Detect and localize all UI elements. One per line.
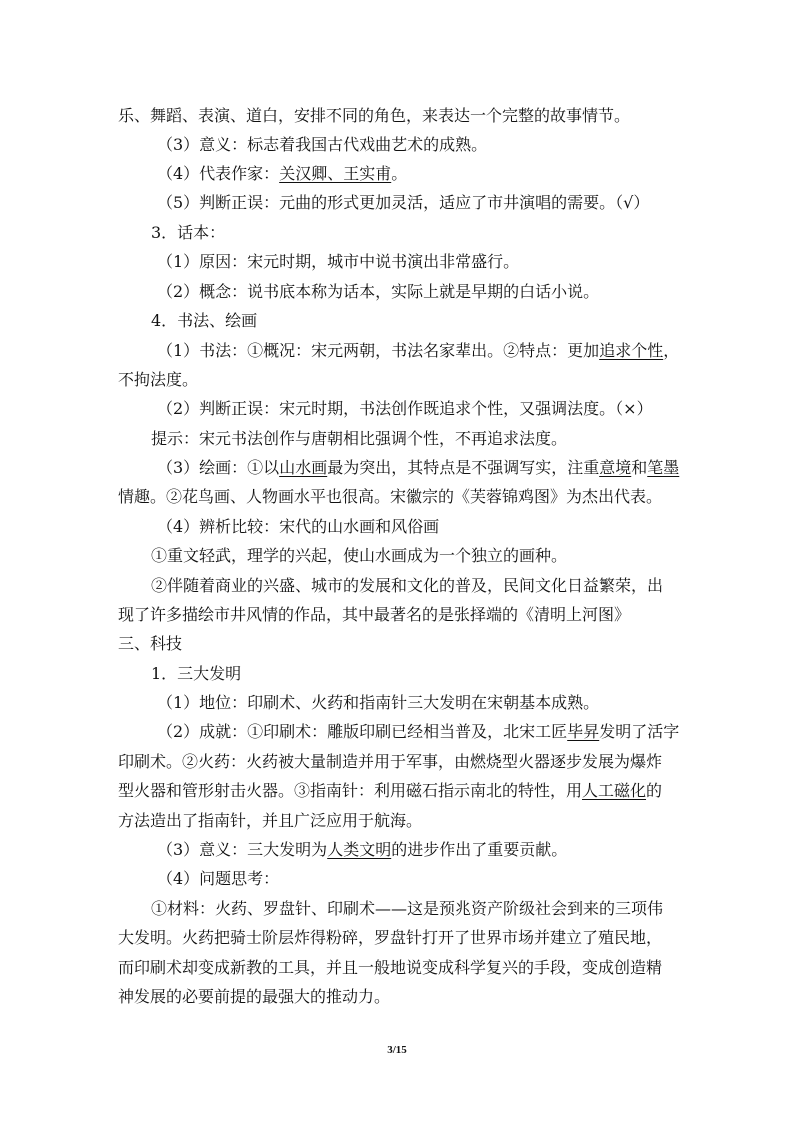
- text-line: [118, 752, 662, 772]
- underlined-answer: 毕昇: [567, 722, 600, 741]
- text-span: （3）意义：标志着我国古代戏曲艺术的成熟。: [157, 135, 488, 154]
- text-line: [118, 987, 390, 1007]
- underlined-answer: 人工磁化: [582, 781, 647, 800]
- text-span: 1．三大发明: [151, 664, 242, 683]
- text-span: 和: [631, 458, 648, 477]
- text-line: [157, 193, 649, 213]
- text-span: （3）绘画：①以: [157, 458, 280, 477]
- underlined-answer: 人类文明: [327, 840, 392, 859]
- text-line: [157, 282, 599, 302]
- text-line: [118, 958, 662, 978]
- text-line: [151, 576, 663, 596]
- text-line: [151, 899, 663, 919]
- text-line: [118, 928, 662, 948]
- section-heading: [118, 634, 182, 654]
- text-span: （1）书法：①概况：宋元两朝，书法名家辈出。②特点：更加: [157, 341, 600, 360]
- text-line: [151, 546, 567, 566]
- text-line: [157, 840, 567, 860]
- text-span: 三、科技: [118, 634, 183, 653]
- section-heading: [151, 311, 257, 331]
- text-span: 现了许多描绘市井风情的作品，其中最著名的是张择端的《清明上河图》: [118, 605, 631, 624]
- text-span: 情趣。②花鸟画、人物画水平也很高。宋徽宗的《芙蓉锦鸡图》为杰出代表。: [118, 487, 663, 506]
- text-span: （5）判断正误：元曲的形式更加灵活，适应了市井演唱的需要。（√）: [157, 193, 650, 212]
- text-span: ，: [663, 341, 680, 360]
- text-line: [157, 458, 679, 478]
- text-span: 不拘法度。: [118, 370, 199, 389]
- text-line: [157, 399, 653, 419]
- text-span: 4．书法、绘画: [151, 311, 258, 330]
- text-line: [118, 487, 662, 507]
- text-line: [118, 106, 630, 126]
- text-span: ②伴随着商业的兴盛、城市的发展和文化的普及，民间文化日益繁荣，出: [151, 576, 664, 595]
- section-heading: [151, 664, 241, 684]
- text-span: 乐、舞蹈、表演、道白，安排不同的角色，来表达一个完整的故事情节。: [118, 106, 631, 125]
- text-span: （2）判断正误：宋元时期，书法创作既追求个性，又强调法度。（×）: [157, 399, 653, 418]
- text-span: 。: [391, 164, 408, 183]
- text-span: 3．话本：: [151, 223, 226, 242]
- underlined-answer: 追求个性: [599, 341, 664, 360]
- text-span: 印刷术。②火药：火药被大量制造并用于军事，由燃烧型火器逐步发展为爆炸: [118, 752, 663, 771]
- text-line: [157, 252, 519, 272]
- page-number: 3/15: [387, 1044, 407, 1056]
- text-span: 发明了活字: [599, 722, 680, 741]
- underlined-answer: 笔墨: [647, 458, 680, 477]
- text-line: [157, 517, 439, 537]
- text-span: 方法造出了指南针，并且广泛应用于航海。: [118, 811, 423, 830]
- text-span: （2）成就：①印刷术：雕版印刷已经相当普及，北宋工匠: [157, 722, 568, 741]
- text-span: 最为突出，其特点是不强调写实，注重: [327, 458, 600, 477]
- underlined-answer: 山水画: [279, 458, 328, 477]
- text-span: （3）意义：三大发明为: [157, 840, 328, 859]
- underlined-answer: 关汉卿、王实甫: [279, 164, 392, 183]
- text-span: （1）地位：印刷术、火药和指南针三大发明在宋朝基本成熟。: [157, 693, 600, 712]
- text-span: ①材料：火药、罗盘针、印刷术——这是预兆资产阶级社会到来的三项伟: [151, 899, 664, 918]
- text-span: （2）概念：说书底本称为话本，实际上就是早期的白话小说。: [157, 282, 600, 301]
- text-line: [157, 722, 679, 742]
- text-line: [118, 811, 422, 831]
- underlined-answer: 意境: [599, 458, 632, 477]
- text-span: 大发明。火药把骑士阶层炸得粉碎，罗盘针打开了世界市场并建立了殖民地，: [118, 928, 663, 947]
- text-span: （4）问题思考：: [157, 869, 280, 888]
- text-line: [157, 869, 279, 889]
- text-span: （1）原因：宋元时期，城市中说书演出非常盛行。: [157, 252, 520, 271]
- section-heading: [151, 223, 225, 243]
- text-line: [157, 693, 599, 713]
- text-span: 的进步作出了重要贡献。: [391, 840, 568, 859]
- text-span: 提示：宋元书法创作与唐朝相比强调个性，不再追求法度。: [151, 429, 568, 448]
- text-line: [118, 605, 630, 625]
- text-span: 型火器和管形射击火器。③指南针：利用磁石指示南北的特性，用: [118, 781, 583, 800]
- text-line: [157, 135, 487, 155]
- text-line: [118, 781, 662, 801]
- text-span: （4）代表作家：: [157, 164, 280, 183]
- text-span: （4）辨析比较：宋代的山水画和风俗画: [157, 517, 440, 536]
- text-line: [151, 429, 567, 449]
- text-span: 神发展的必要前提的最强大的推动力。: [118, 987, 391, 1006]
- text-span: ①重文轻武，理学的兴起，使山水画成为一个独立的画种。: [151, 546, 568, 565]
- text-span: 而印刷术却变成新教的工具，并且一般地说变成科学复兴的手段，变成创造精: [118, 958, 663, 977]
- text-span: 的: [646, 781, 663, 800]
- text-line: [157, 341, 679, 361]
- text-line: [157, 164, 407, 184]
- text-line: [118, 370, 198, 390]
